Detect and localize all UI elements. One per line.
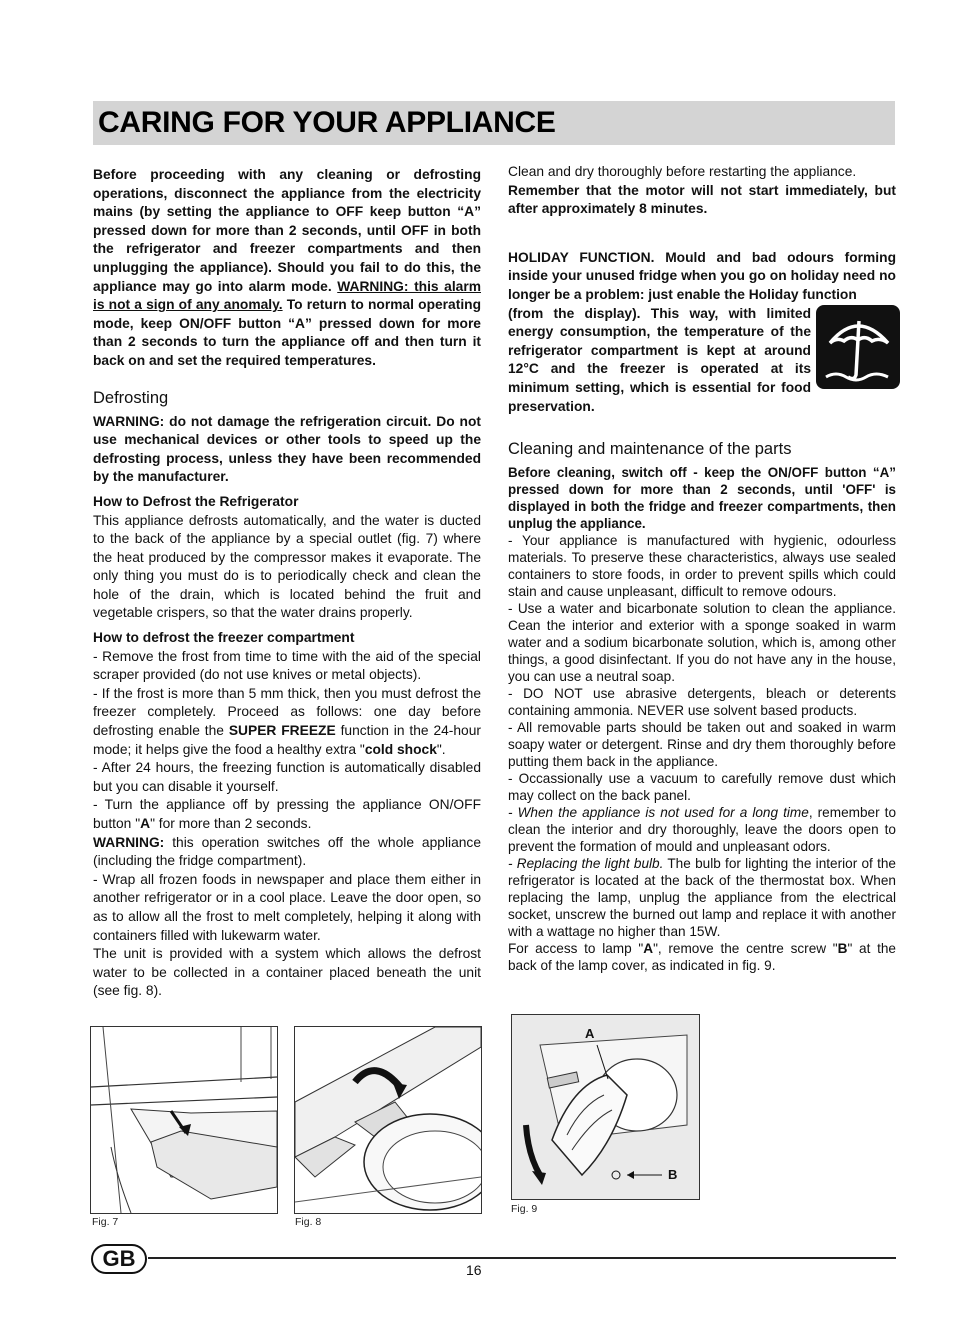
title-bar — [93, 101, 895, 145]
defrost-warning: WARNING: do not damage the refrigeration circuit. Do not use mechanical devices or other tools to speed up the defrosting process, unless they have been recommended by the manufacturer. — [93, 413, 481, 485]
fridge-defrost-text: This appliance defrosts automatically, and the water is ducted to the back of the appliance by a special outlet (fig. 7) where the heat produced by the compressor makes it evaporate. The only thing you must do is to periodically check and clean the hole of the drain, which is located behind the fruit and vegetable crispers, so that the water drains properly. — [93, 512, 481, 621]
cleaning-item-5: - Occassionally use a vacuum to carefully remove dust which may collect on the back panel. — [508, 771, 896, 804]
freezer-warning: WARNING: this operation switches off the whole appliance (including the fridge compartment). — [93, 834, 481, 869]
cleaning-item-2: - Use a water and bicarbonate solution to clean the appliance. Cean the interior and exterior with a sponge soaked in warm water and a sodium bicarbonate solution, which is, among other things, a good disinfectant. If you do not have any in the house, you can use a neutral soap. — [508, 601, 896, 685]
cleaning-item-3: - DO NOT use abrasive detergents, bleach or deterents containing ammonia. NEVER use solvent based products. — [508, 686, 896, 719]
cleaning-item-4: - All removable parts should be taken out and soaked in warm soapy water or detergent. Rinse and dry them thoroughly before putting them back in the appliance. — [508, 720, 896, 770]
figure-8 — [294, 1026, 482, 1214]
cleaning-item-6: - When the appliance is not used for a long time, remember to clean the interior and dry thoroughly, leave the doors open to prevent the formation of mould and unpleasant odors. — [508, 805, 897, 855]
page-title: CARING FOR YOUR APPLIANCE — [98, 106, 556, 139]
fridge-defrost-heading: How to Defrost the Refrigerator — [93, 493, 299, 509]
figure-9-label-a: A — [585, 1026, 595, 1041]
footer-rule — [148, 1257, 896, 1259]
figure-9-label-b: B — [668, 1167, 678, 1182]
holiday-block — [508, 305, 896, 417]
cleaning-intro: Before cleaning, switch off - keep the ON/OFF button “A” pressed down for more than 2 seconds, until 'OFF' is displayed in both the fridge and freezer compartments, then unplug the appliance. — [508, 465, 896, 532]
holiday-text-1: HOLIDAY FUNCTION. Mould and bad odours forming inside your unused fridge when you go on holiday need no longer be a problem: just enable the Holiday function — [508, 249, 896, 302]
freezer-defrost-heading: How to defrost the freezer compartment — [93, 630, 355, 646]
page-number: 16 — [466, 1262, 482, 1278]
intro-paragraph — [93, 166, 481, 371]
freezer-step-4: - Turn the appliance off by pressing the appliance ON/OFF button "A" for more than 2 seconds. — [93, 797, 481, 831]
cleaning-item-1: - Your appliance is manufactured with hygienic, odourless materials. To preserve these characteristics, always use sealed containers to store foods, in order to prevent spills which could stain and cause unpleasant, difficult to remove odours. — [508, 533, 896, 600]
clean-dry-text: Clean and dry thoroughly before restarting the appliance. — [508, 164, 857, 179]
defrosting-heading: Defrosting — [93, 388, 169, 407]
intro-text-1: Before proceeding with any cleaning or defrosting operations, disconnect the appliance from the electricity mains (by setting the appliance to OFF keep button “A” pressed down for more than 2 seconds, until OFF in both the refrigerator and freezer compartments and then unplugging the appliance). Should you fail to do this, the appliance may go into alarm mode. — [93, 167, 481, 294]
motor-note: Remember that the motor will not start immediately, but after approximately 8 minutes. — [508, 182, 896, 217]
freezer-step-1: - Remove the frost from time to time with the aid of the special scraper provided (do not use knives or metal objects). — [93, 648, 481, 683]
cleaning-item-8: For access to lamp "A", remove the centre screw "B" at the back of the lamp cover, as indicated in fig. 9. — [508, 941, 896, 974]
figure-9-caption: Fig. 9 — [511, 1203, 538, 1215]
freezer-step-7: The unit is provided with a system which allows the defrost water to be collected in a container placed beneath the unit (see fig. 8). — [93, 946, 481, 999]
holiday-text-2: (from the display). This way, with limited energy consumption, the temperature of the refrigerator compartment is kept at around 12°C and the freezer is operated at its minimum setting, which is essential for food preservation. — [508, 305, 811, 414]
figure-9 — [511, 1014, 700, 1200]
freezer-step-6: - Wrap all frozen foods in newspaper and place them either in another refrigerator or in a cool place. Leave the door open, so as to allow all the frost to melt completely, helping it along with containers filled with lukewarm water. — [93, 871, 481, 943]
figure-7 — [90, 1026, 278, 1214]
left-column — [93, 166, 481, 1001]
right-column — [508, 163, 896, 974]
figure-8-caption: Fig. 8 — [295, 1216, 322, 1228]
intro-warning: WARNING: this alarm is not a sign of any anomaly. — [93, 278, 481, 313]
freezer-step-2: - If the frost is more than 5 mm thick, then you must defrost the freezer completely. Proceed as follows: one day before defrosting enable the SUPER FREEZE function in the 24-hour mode; it helps give the food a healthy extra "cold shock". — [93, 685, 481, 757]
umbrella-icon — [816, 305, 900, 389]
cleaning-heading: Cleaning and maintenance of the parts — [508, 440, 792, 459]
cleaning-item-7: - Replacing the light bulb. The bulb for lighting the interior of the refrigerator is located at the back of the thermostat box. When replacing the lamp, unplug the appliance from the electrical socket, unscrew the burned out lamp and replace it with another with a wattage no higher than 15W. — [508, 856, 896, 940]
country-badge: GB — [91, 1244, 147, 1274]
figure-7-caption: Fig. 7 — [92, 1216, 119, 1228]
freezer-step-3: - After 24 hours, the freezing function is automatically disabled but you can disable it yourself. — [93, 760, 481, 794]
intro-text-2: To return to normal operating mode, keep ON/OFF button “A” pressed down for more than 2 seconds to turn the appliance off and then turn it back on and set the required temperatures. — [93, 297, 482, 368]
